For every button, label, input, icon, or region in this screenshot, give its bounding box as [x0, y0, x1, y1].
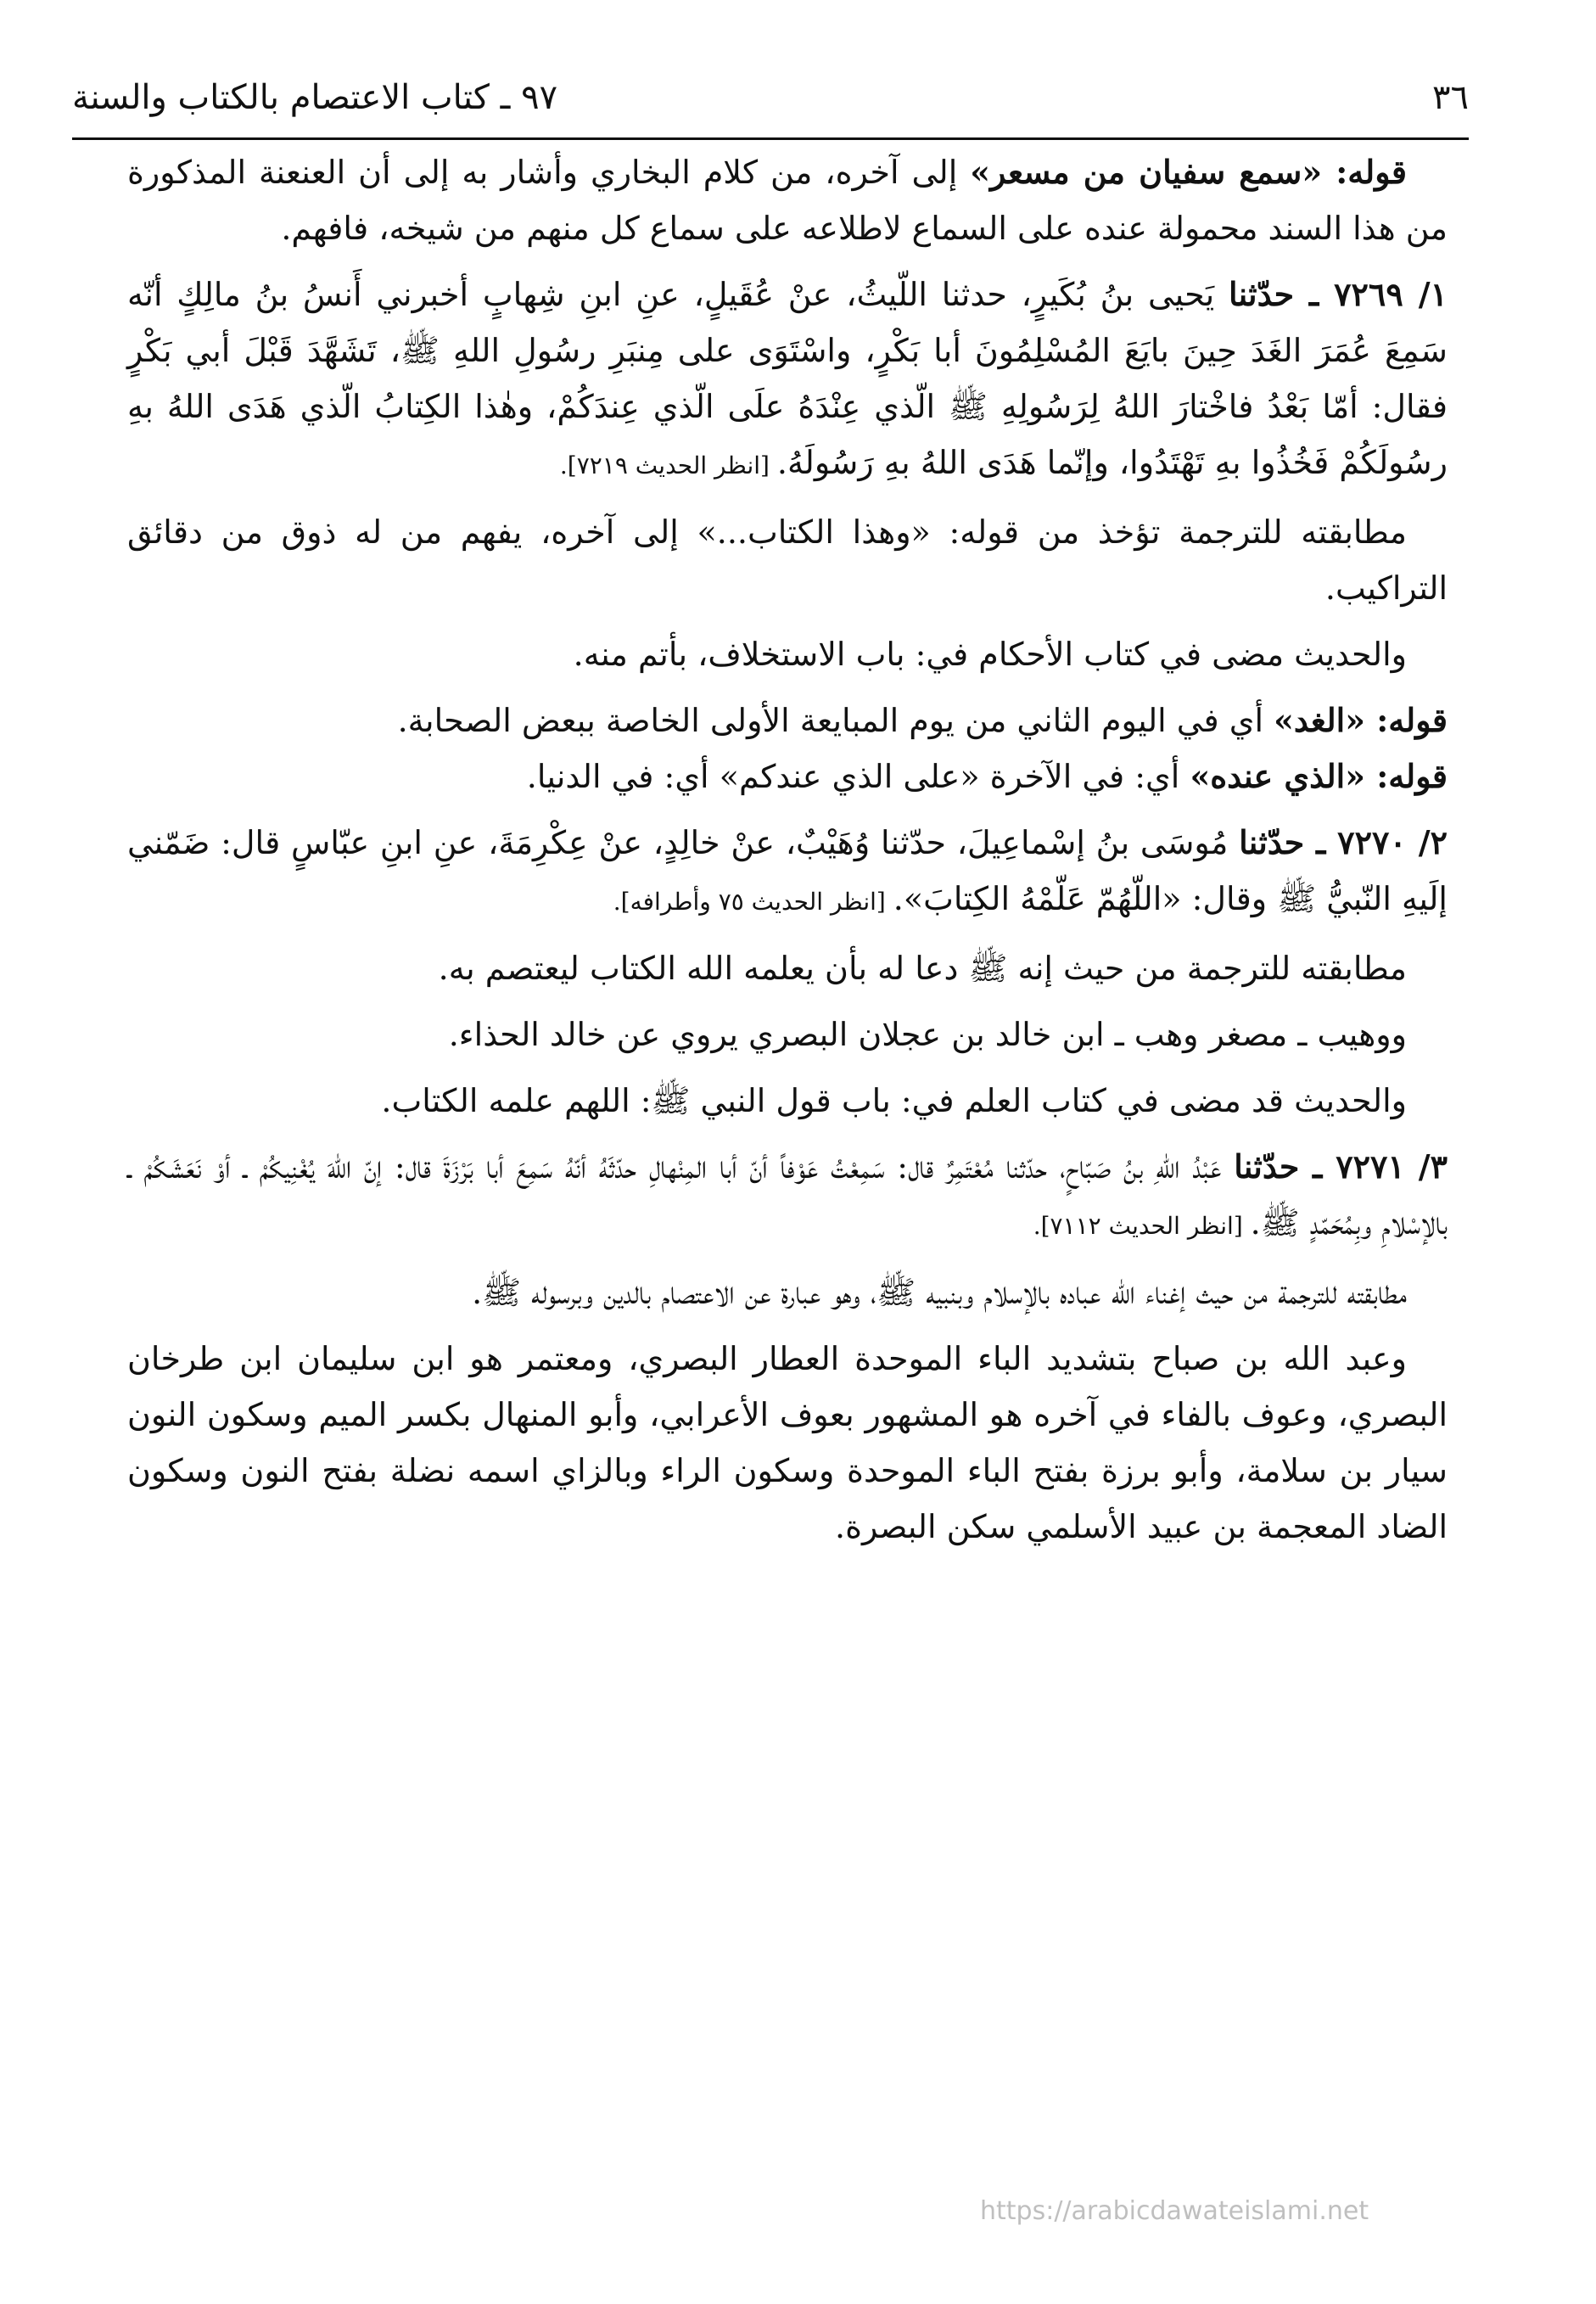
hadith-text: عَبْدُ اللهِ بنُ صَبّاحٍ، حدّثنا مُعْتَمِرٌ قال: سَمِعْتُ عَوْفاً أنّ أبا المِنْهالِ حدّثَهُ أنّهُ سَمِعَ أبا بَرْزَةَ قال: إنّ اللهَ يُغْنِيكُمْ ـ أوْ نَعَشَكُمْ ـ بالإسْلامِ وبِمُحَمّدٍ ﷺ.	[127, 1148, 1448, 1242]
hadith-number: ٢/ ٧٢٧٠ ـ حدّثنا	[1239, 823, 1448, 861]
paragraph-commentary-6	[127, 940, 1448, 996]
hadith-text: يَحيى بنُ بُكَيرٍ، حدثنا اللّيثُ، عنْ عُقَيلٍ، عنِ ابنِ شِهابٍ أخبرني أَنسُ بنُ مالِكٍ أنّه سَمِعَ عُمَرَ الغَدَ حِينَ بايَعَ المُسْلِمُونَ أبا بَكْرٍ، واسْتَوَى على مِنبَرِ رسُولِ اللهِ ﷺ، تَشَهَّدَ قَبْلَ أبي بَكْرٍ فقال: أمّا بَعْدُ فاخْتارَ اللهُ لِرَسُولِهِ ﷺ الّذي عِنْدَهُ علَى الّذي عِندَكُمْ، وهٰذا الكِتابُ الّذي هَدَى اللهُ بهِ رسُولَكُمْ فَخُذُوا بهِ تَهْتَدُوا، وإنّما هَدَى اللهُ بهِ رَسُولَهُ.	[127, 276, 1448, 481]
hadith-7270	[127, 815, 1448, 930]
hadith-text: مُوسَى بنُ إسْماعِيلَ، حدّثنا وُهَيْبٌ، عنْ خالِدٍ، عنْ عِكْرِمَةَ، عنِ ابنِ عبّاسٍ قال: ضَمّني إلَيهِ النّبيُّ ﷺ وقال: «اللّهُمّ عَلّمْهُ الكِتابَ».	[127, 824, 1448, 917]
paragraph-commentary-8	[127, 1073, 1448, 1129]
hadith-7271	[127, 1139, 1448, 1254]
paragraph-text: والحديث مضى في كتاب الأحكام في: باب الاستخلاف، بأتم منه.	[573, 636, 1407, 673]
paragraph-commentary-2	[127, 504, 1448, 616]
paragraph-text: إلى آخره، من كلام البخاري وأشار به إلى أن العنعنة المذكورة من هذا السند محمولة عنده على السماع لاطلاعه على سماع كل منهم من شيخه، فافهم.	[127, 154, 1448, 247]
paragraph-commentary-1	[127, 144, 1448, 256]
hadith-reference: [انظر الحديث ٧٢١٩].	[559, 451, 777, 479]
watermark-url: https://arabicdawateislami.net	[980, 2196, 1369, 2226]
paragraph-text: أي في اليوم الثاني من يوم المبايعة الأولى الخاصة ببعض الصحابة.	[397, 702, 1274, 739]
hadith-reference: [انظر الحديث ٧٥ وأطرافه].	[613, 888, 893, 916]
book-title: ٩٧ ـ كتاب الاعتصام بالكتاب والسنة	[72, 78, 558, 117]
hadith-number: ٣/ ٧٢٧١ ـ حدّثنا	[1234, 1147, 1448, 1186]
hadith-number: ١/ ٧٢٦٩ ـ حدّثنا	[1229, 275, 1448, 313]
paragraph-lead: قوله: «سمع سفيان من مسعر»	[970, 153, 1408, 191]
header-divider	[72, 137, 1469, 140]
main-text	[127, 144, 1448, 1565]
paragraph-text: مطابقته للترجمة من حيث إنه ﷺ دعا له بأن يعلمه الله الكتاب ليعتصم به.	[438, 950, 1407, 987]
paragraph-commentary-4	[127, 692, 1448, 748]
paragraph-text: ووهيب ـ مصغر وهب ـ ابن خالد بن عجلان البصري يروي عن خالد الحذاء.	[448, 1016, 1407, 1053]
paragraph-text: وعبد الله بن صباح بتشديد الباء الموحدة العطار البصري، ومعتمر هو ابن سليمان ابن طرخان البصري، وعوف بالفاء في آخره هو المشهور بعوف الأعرابي، وأبو المنهال بكسر الميم وسكون النون سيار بن سلامة، وأبو برزة بفتح الباء الموحدة وسكون الراء وبالزاي اسمه نضلة بفتح النون وسكون الضاد المعجمة بن عبيد الأسلمي سكن البصرة.	[127, 1340, 1448, 1545]
page-header	[72, 51, 1469, 144]
hadith-reference: [انظر الحديث ٧١١٢].	[1033, 1212, 1251, 1240]
paragraph-commentary-10	[127, 1331, 1448, 1555]
paragraph-commentary-9	[127, 1264, 1448, 1320]
paragraph-text: والحديث قد مضى في كتاب العلم في: باب قول النبي ﷺ: اللهم علمه الكتاب.	[381, 1082, 1407, 1119]
paragraph-text: مطابقته للترجمة من حيث إغناء الله عباده بالإسلام وبنبيه ﷺ، وهو عبارة عن الاعتصام بالدين وبرسوله ﷺ.	[472, 1274, 1407, 1311]
paragraph-text: مطابقته للترجمة تؤخذ من قوله: «وهذا الكتاب...» إلى آخره، يفهم من له ذوق من دقائق التراكيب.	[127, 513, 1448, 607]
paragraph-commentary-3	[127, 626, 1448, 682]
paragraph-lead: قوله: «الذي عنده»	[1190, 757, 1448, 795]
paragraph-commentary-5	[127, 748, 1448, 804]
paragraph-lead: قوله: «الغد»	[1274, 701, 1448, 739]
page-number: ٣٦	[1432, 78, 1469, 117]
paragraph-commentary-7	[127, 1006, 1448, 1062]
paragraph-text: أي: في الآخرة «على الذي عندكم» أي: في الدنيا.	[526, 758, 1190, 795]
hadith-7269	[127, 266, 1448, 494]
